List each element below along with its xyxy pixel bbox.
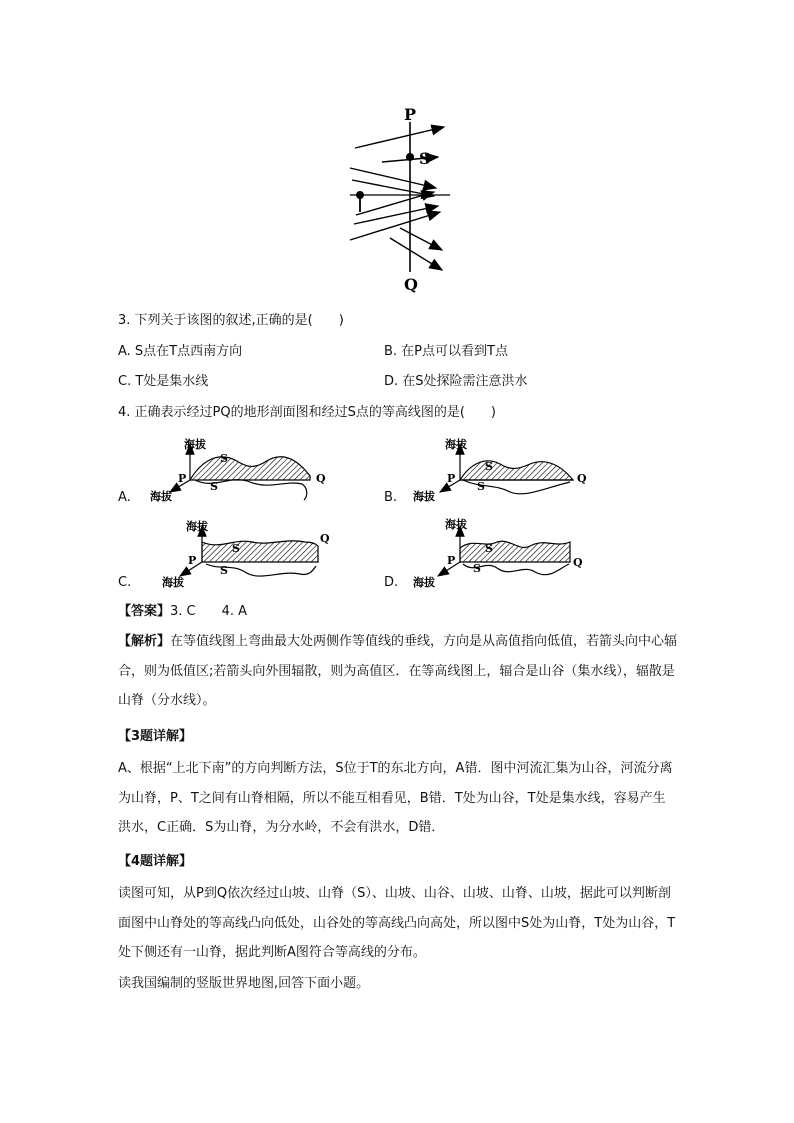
q3-option-a: A. S点在T点西南方向 xyxy=(118,344,243,359)
q-label-d: Q xyxy=(573,556,583,569)
axis-label-c-bottom: 海拔 xyxy=(162,576,184,589)
s-label-a1: S xyxy=(220,452,228,465)
q3-detail-tag: 【3题详解】 xyxy=(118,729,193,744)
q4-option-b-diagram xyxy=(405,430,605,506)
axis-label-d-bottom: 海拔 xyxy=(413,576,435,589)
answer-text: 3. C 4. A xyxy=(170,604,248,619)
analysis-paragraph xyxy=(118,627,678,716)
q-label-b: Q xyxy=(577,472,587,485)
axis-label-c: 海拔 xyxy=(186,520,208,533)
s-label-c1: S xyxy=(232,542,240,555)
q4-option-a-letter: A. xyxy=(118,490,131,505)
q4-stem: 4. 正确表示经过PQ的地形剖面图和经过S点的等高线图的是( ) xyxy=(118,405,497,420)
axis-label-a-bottom: 海拔 xyxy=(150,490,172,503)
q4-option-d-letter: D. xyxy=(384,575,399,590)
axis-label-b: 海拔 xyxy=(445,438,467,451)
label-q: Q xyxy=(404,275,418,294)
q4-option-c-diagram xyxy=(140,512,340,592)
q4-detail-tag: 【4题详解】 xyxy=(118,854,193,869)
q3-option-c: C. T处是集水线 xyxy=(118,374,209,389)
label-p: P xyxy=(404,105,417,124)
q4-option-b-letter: B. xyxy=(384,490,398,505)
p-label-c: P xyxy=(188,554,197,567)
axis-label-d: 海拔 xyxy=(445,518,467,531)
analysis-text: 在等值线图上弯曲最大处两侧作等值线的垂线，方向是从高值指向低值，若箭头向中心辐合，则为低值区;若箭头向外围辐散，则为高值区．在等高线图上，辐合是山谷（集水线），辐散是山脊（分水线）。 xyxy=(118,634,678,708)
closing-prompt: 读我国编制的竖版世界地图,回答下面小题。 xyxy=(118,976,370,991)
s-label-d1: S xyxy=(485,542,493,555)
s-label-d2: S xyxy=(473,562,481,575)
q3-option-d: D. 在S处探险需注意洪水 xyxy=(384,374,528,389)
answer-tag: 【答案】 xyxy=(118,604,171,619)
analysis-tag: 【解析】 xyxy=(118,634,171,649)
p-label-b: P xyxy=(447,472,456,485)
s-label-b1: S xyxy=(485,460,493,473)
s-label-c2: S xyxy=(220,564,228,577)
q-label-c: Q xyxy=(320,532,330,545)
s-label-a2: S xyxy=(210,480,218,493)
q3-stem: 3. 下列关于该图的叙述,正确的是( ) xyxy=(118,313,344,328)
flow-diagram xyxy=(330,100,470,300)
label-s: S xyxy=(419,149,431,168)
p-label-a: P xyxy=(178,472,187,485)
q4-option-c-letter: C. xyxy=(118,575,132,590)
axis-label-a: 海拔 xyxy=(184,438,206,451)
s-label-b2: S xyxy=(477,480,485,493)
q4-option-d-diagram xyxy=(405,512,605,592)
q-label-a: Q xyxy=(316,472,326,485)
answer-line xyxy=(118,603,247,621)
q3-option-b: B. 在P点可以看到T点 xyxy=(384,344,508,359)
q3-detail-text: A、根据“上北下南”的方向判断方法，S位于T的东北方向，A错．图中河流汇集为山谷，河流分离为山脊，P、T之间有山脊相隔，所以不能互相看见，B错．T处为山谷，T处是集水线，容易产生洪水，C正确．S为山脊，为分水岭，不会有洪水，D错． xyxy=(118,761,673,835)
q4-detail-text: 读图可知，从P到Q依次经过山坡、山脊（S）、山坡、山谷、山坡、山脊、山坡，据此可以判断剖面图中山脊处的等高线凸向低处，山谷处的等高线凸向高处，所以图中S处为山脊，T处为山谷，T处下侧还有一山脊，据此判断A图符合等高线的分布。 xyxy=(118,886,676,960)
p-label-d: P xyxy=(447,554,456,567)
q4-option-a-diagram xyxy=(140,430,340,506)
axis-label-b-bottom: 海拔 xyxy=(413,490,435,503)
